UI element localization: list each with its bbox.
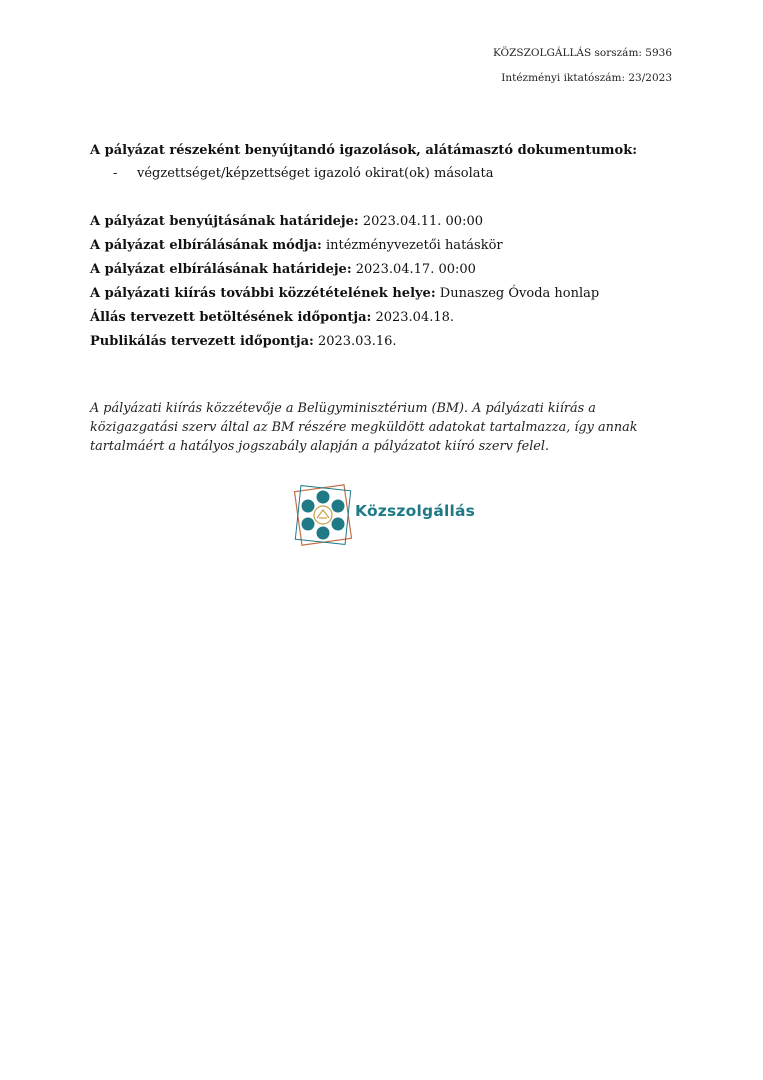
field-publication-date (90, 333, 397, 350)
document-item: végzettséget/képzettséget igazoló okirat(ok) másolata (137, 166, 494, 181)
field-label: A pályázat benyújtásának határideje: (90, 214, 359, 229)
registry-number: Intézményi iktatószám: 23/2023 (501, 72, 672, 84)
field-label: A pályázat elbírálásának módja: (90, 238, 322, 253)
field-publication-place (90, 285, 599, 302)
field-start-date (90, 309, 454, 326)
field-value: 2023.04.17. 00:00 (355, 262, 476, 277)
publisher-notice: A pályázati kiírás közzétevője a Belügyminisztérium (BM). A pályázati kiírás a közigazgatási szerv által az BM részére megküldött adatokat tartalmazza, így annak tartalmáért a hatályos jogszabály alapján a pályázatot kiíró szerv felel. (90, 401, 638, 454)
field-label: A pályázat elbírálásának határideje: (90, 262, 352, 277)
bullet-marker: - (113, 166, 118, 181)
kozszolgallas-logo (292, 482, 482, 548)
field-submission-deadline (90, 213, 483, 230)
field-value: intézményvezetői hatáskör (325, 238, 503, 253)
field-value: 2023.04.18. (375, 310, 455, 325)
documents-heading: A pályázat részeként benyújtandó igazolások, alátámasztó dokumentumok: (90, 143, 638, 158)
field-label: A pályázati kiírás további közzétételének helye: (90, 286, 436, 301)
field-evaluation-method (90, 237, 503, 254)
field-label: Állás tervezett betöltésének időpontja: (90, 310, 372, 325)
field-value: 2023.03.16. (317, 334, 397, 349)
serial-number: KÖZSZOLGÁLLÁS sorszám: 5936 (492, 47, 672, 59)
field-label: Publikálás tervezett időpontja: (90, 334, 314, 349)
logo-text: Közszolgállás (355, 502, 476, 520)
logo-emblem-icon (292, 482, 354, 548)
field-value: Dunaszeg Óvoda honlap (439, 286, 600, 301)
field-evaluation-deadline (90, 261, 476, 278)
field-value: 2023.04.11. 00:00 (362, 214, 484, 229)
